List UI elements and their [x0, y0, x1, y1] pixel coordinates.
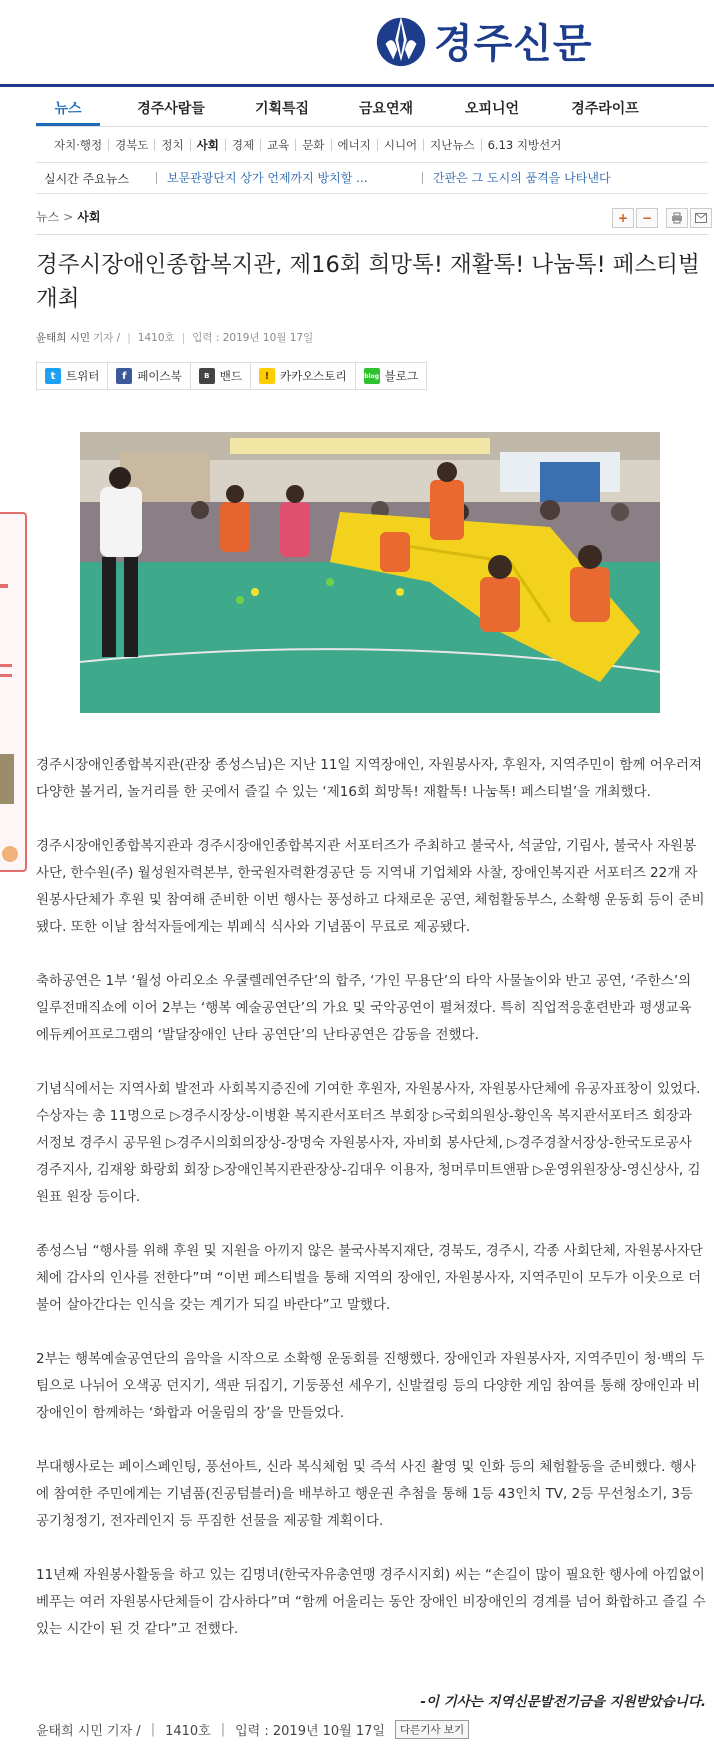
- ticker-item[interactable]: 간판은 그 도시의 품격을 나타낸다: [422, 172, 611, 184]
- event-scene-illustration: [80, 432, 660, 713]
- byline-separator: |: [220, 1722, 226, 1737]
- funding-credit: -이 기사는 지역신문발전기금을 지원받았습니다.: [420, 1694, 706, 1710]
- share-kakaostory-button[interactable]: [250, 363, 355, 389]
- header-divider: [0, 84, 714, 87]
- realtime-news-ticker: [36, 162, 708, 194]
- byline-separator: |: [181, 331, 186, 344]
- sub-nav-item-past-news[interactable]: 지난뉴스: [423, 139, 480, 151]
- sub-nav-item-economy[interactable]: 경제: [225, 139, 260, 151]
- breadcrumb: [36, 208, 100, 225]
- share-label: 카카오스토리: [279, 369, 347, 383]
- side-banner-graphic: [0, 514, 25, 870]
- article-tools: [612, 208, 712, 228]
- article-paragraph: 기념식에서는 지역사회 발전과 사회복지증진에 기여한 후원자, 자원봉사자, 자원봉사단체에 유공자표창이 있었다. 수상자는 총 11명으로 ▷경주시장상-이병환 복지관서포터즈 부회장 ▷국회의원상-황인옥 복지관서포터즈 회장과 서정보 경주시 공무원 ▷경주시의회의장상-장명숙 자원봉사자, 자비회 봉사단체, ▷경주경찰서장상-한국도로공사 경주지사, 김재왕 화랑회 회장 ▷장애인복지관관장상-김대우 이용자, 청머루미트앤팜 ▷운영위원장상-영신상사, 김원표 원장 등이다.: [36, 1081, 701, 1205]
- footer-byline: [36, 1720, 469, 1739]
- article-photo[interactable]: [80, 432, 660, 713]
- nav-item-special[interactable]: 기획특집: [254, 101, 310, 117]
- sub-nav-item-politics[interactable]: 정치: [154, 139, 189, 151]
- share-twitter-button[interactable]: [37, 363, 107, 389]
- share-label: 블로그: [384, 369, 418, 383]
- sub-nav-item-senior[interactable]: 시니어: [377, 139, 423, 151]
- kakaostory-icon: !: [259, 368, 275, 384]
- nav-item-friday-series[interactable]: 금요연재: [358, 101, 414, 117]
- footer-date: 입력 : 2019년 10월 17일: [235, 1724, 385, 1739]
- byline-separator: |: [127, 331, 131, 344]
- article-paragraph: 경주시장애인종합복지관과 경주시장애인종합복지관 서포터즈가 주최하고 불국사, 석굴암, 기림사, 불국사 자원봉사단, 한수원(주) 월성원자력본부, 한국원자력환경공단 등 지역내 기업체와 사찰, 장애인복지관 서포터즈 22개 자원봉사단체가 후원 및 참여해 준비한 이번 행사는 풍성하고 다채로운 공연, 체험활동부스, 소확행 운동회 등이 준비됐다. 또한 이날 참석자들에게는 뷔페식 식사와 기념품이 무료로 제공됐다.: [36, 838, 705, 935]
- author-role: 기자 /: [93, 332, 121, 344]
- share-label: 트위터: [66, 369, 100, 383]
- breadcrumb-divider: [36, 234, 708, 235]
- article-paragraph: 2부는 행복예술공연단의 음악을 시작으로 소확행 운동회를 진행했다. 장애인과 자원봉사자, 지역주민이 청·백의 두 팀으로 나뉘어 오색공 던지기, 색판 뒤집기, 기둥풍선 세우기, 신발컬링 등의 다양한 게임 참여를 통해 장애인과 비장애인이 함께하는 ‘화합과 어울림의 장’을 만들었다.: [36, 1351, 705, 1421]
- twitter-icon: t: [45, 368, 61, 384]
- sub-nav-item-education[interactable]: 교육: [260, 139, 295, 151]
- author-name[interactable]: 윤태희 시민: [36, 332, 91, 344]
- breadcrumb-root[interactable]: 뉴스: [36, 210, 60, 224]
- article-body: [36, 752, 708, 1670]
- side-banner-edge[interactable]: [0, 512, 27, 872]
- sub-nav: [54, 134, 567, 156]
- article-paragraph: 종성스님 “행사를 위해 후원 및 지원을 아끼지 않은 불국사복지재단, 경북도, 경주시, 각종 사회단체, 자원봉사자단체에 감사의 인사를 전한다”며 “이번 페스티벌을 통해 지역의 장애인, 자원봉사자, 지역주민이 모두가 이웃으로 더불어 살아간다는 인식을 갖는 계기가 되길 바란다”고 말했다.: [36, 1243, 703, 1313]
- site-logo[interactable]: [372, 4, 672, 76]
- footer-author[interactable]: 윤태희 시민 기자 /: [36, 1724, 141, 1739]
- font-increase-button[interactable]: +: [612, 208, 634, 228]
- email-button[interactable]: [690, 208, 712, 228]
- sub-nav-item-gyeongbuk[interactable]: 경북도: [108, 139, 154, 151]
- article-byline: [36, 330, 313, 345]
- nav-item-news[interactable]: 뉴스: [36, 92, 100, 126]
- nav-item-people[interactable]: 경주사람들: [137, 101, 205, 117]
- more-articles-button[interactable]: 다른기사 보기: [395, 1720, 469, 1739]
- article-paragraph: 축하공연은 1부 ‘월성 아리오소 우쿨렐레연주단’의 합주, ‘가인 무용단’의 타악 사물놀이와 반고 공연, ‘주한스’의 일루전매직쇼에 이어 2부는 ‘행복 예술공연단’의 가요 및 국악공연이 펼쳐졌다. 특히 직업적응훈련반과 평생교육 에듀케어프로그램의 ‘발달장애인 난타 공연단’의 난타공연은 감동을 전했다.: [36, 973, 692, 1043]
- byline-separator: |: [150, 1722, 156, 1737]
- share-band-button[interactable]: [190, 363, 250, 389]
- logo-text: 경주신문: [434, 20, 593, 67]
- band-icon: B: [199, 368, 215, 384]
- sub-nav-item-administration[interactable]: 자치·행정: [54, 138, 103, 152]
- sub-nav-item-local-election[interactable]: 6.13 지방선거: [481, 139, 568, 151]
- email-icon: [695, 213, 707, 223]
- article-paragraph: 경주시장애인종합복지관(관장 종성스님)은 지난 11일 지역장애인, 자원봉사자, 후원자, 지역주민이 함께 어우러져 다양한 볼거리, 놀거리를 한 곳에서 즐길 수 있는 ‘제16회 희망톡! 재활톡! 나눔톡! 페스티벌’을 개최했다.: [36, 757, 703, 800]
- share-bar: [36, 362, 427, 390]
- print-icon: [671, 212, 683, 224]
- issue-number: 1410호: [137, 332, 175, 344]
- article-paragraph: 부대행사로는 페이스페인팅, 풍선아트, 신라 복식체험 및 즉석 사진 촬영 및 인화 등의 체험활동을 준비했다. 행사에 참여한 주민에게는 기념품(진공텀블러)을 배부하고 행운권 추첨을 통해 1등 43인치 TV, 2등 무선청소기, 3등 공기청정기, 전자레인지 등 푸짐한 선물을 제공할 계획이다.: [36, 1459, 696, 1529]
- share-label: 페이스북: [137, 369, 182, 383]
- article-paragraph: 11년째 자원봉사활동을 하고 있는 김명녀(한국자유총연맹 경주시지회) 씨는 “손길이 많이 필요한 행사에 아낌없이 베푸는 여러 자원봉사단체들이 감사하다”며 “함께 어울리는 동안 장애인 비장애인의 경계를 넘어 화합하고 즐길 수 있는 시간이 된 것 같다”고 전했다.: [36, 1567, 706, 1637]
- ticker-item[interactable]: 보문관광단지 상가 언제까지 방치할 ...: [156, 172, 368, 184]
- breadcrumb-separator: >: [63, 209, 74, 224]
- share-blog-button[interactable]: [355, 363, 426, 389]
- blog-icon: blog: [364, 368, 380, 384]
- sub-nav-item-energy[interactable]: 에너지: [331, 139, 377, 151]
- main-nav: [36, 92, 708, 126]
- article-title: 경주시장애인종합복지관, 제16회 희망톡! 재활톡! 나눔톡! 페스티벌 개최: [36, 252, 700, 312]
- footer-issue: 1410호: [165, 1724, 211, 1739]
- share-label: 밴드: [219, 369, 242, 383]
- print-button[interactable]: [666, 208, 688, 228]
- ticker-label: 실시간 주요뉴스: [44, 171, 129, 186]
- breadcrumb-current[interactable]: 사회: [77, 210, 101, 224]
- share-facebook-button[interactable]: [107, 363, 189, 389]
- facebook-icon: f: [116, 368, 132, 384]
- sub-nav-item-society[interactable]: 사회: [190, 139, 225, 151]
- nav-item-life[interactable]: 경주라이프: [571, 101, 639, 117]
- font-decrease-button[interactable]: −: [636, 208, 658, 228]
- logo-emblem-icon: [372, 11, 430, 69]
- sub-nav-item-culture[interactable]: 문화: [295, 139, 330, 151]
- nav-divider: [36, 126, 708, 127]
- nav-item-opinion[interactable]: 오피니언: [464, 101, 520, 117]
- publish-date: 입력 : 2019년 10월 17일: [192, 332, 314, 344]
